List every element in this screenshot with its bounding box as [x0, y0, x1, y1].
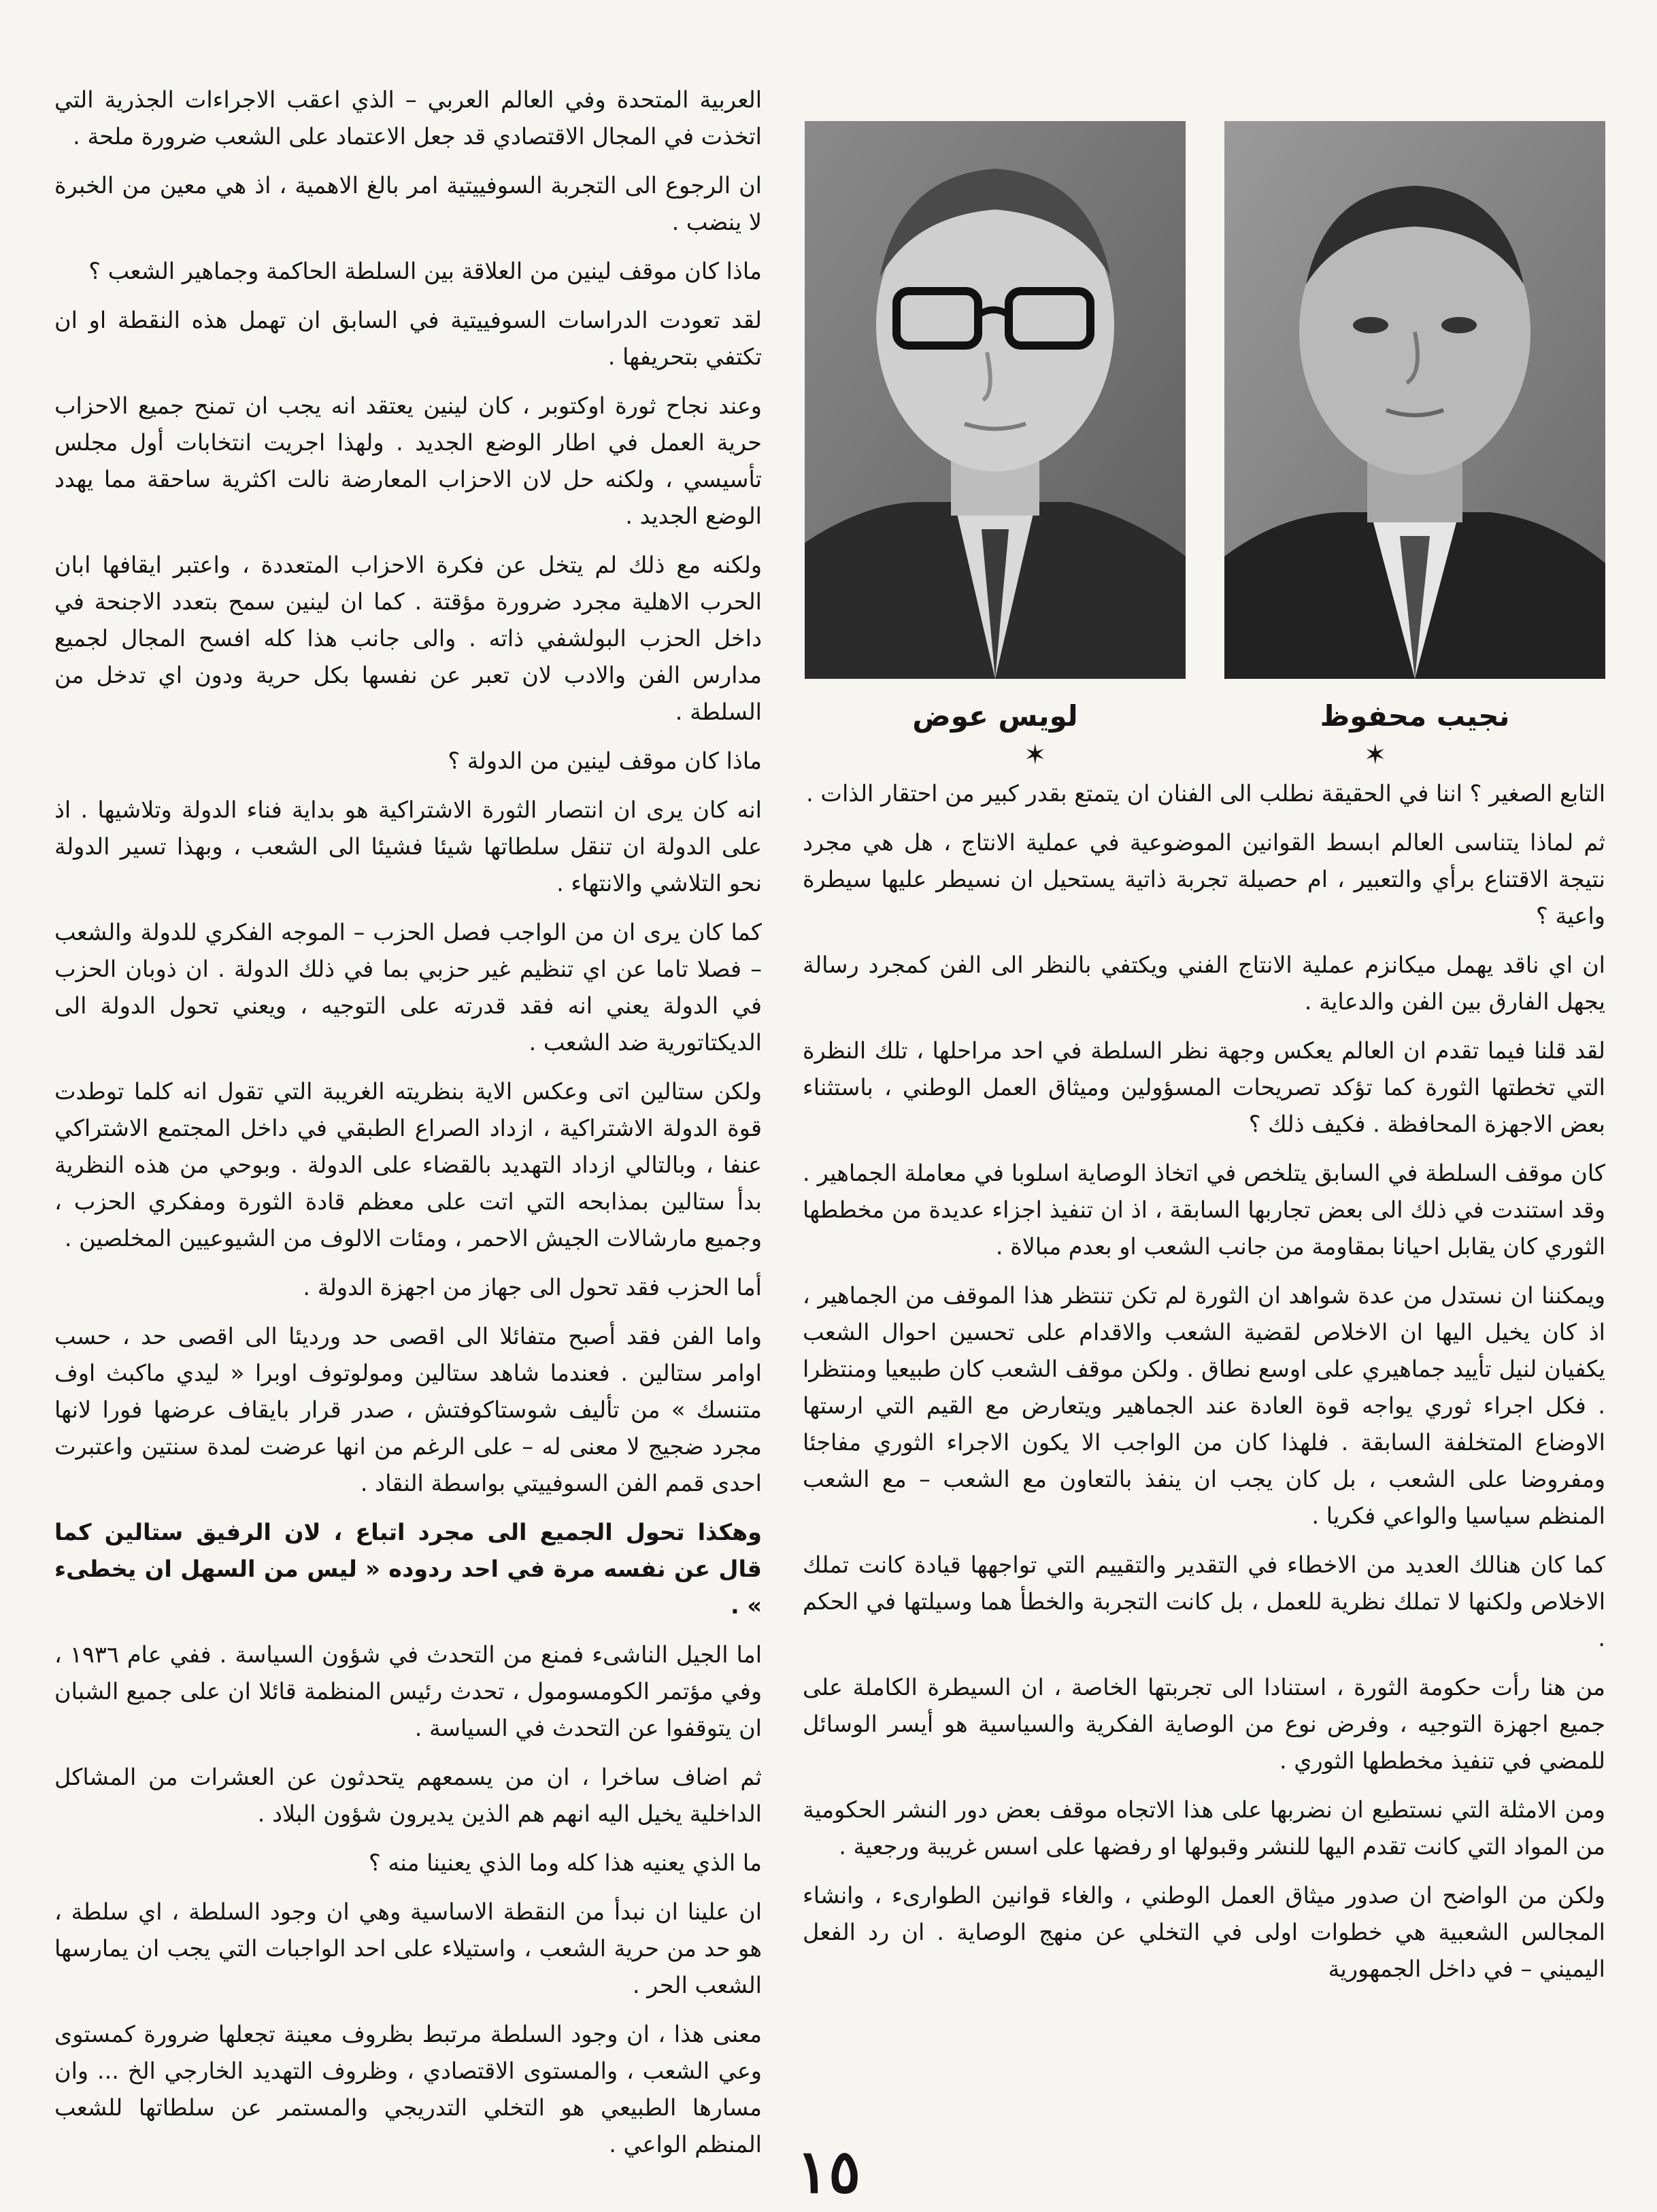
article-paragraph: ولكن ستالين اتى وعكس الاية بنظريته الغريبة التي تقول انه كلما توطدت قوة الدولة الاشتراكية ، ازداد الصراع الطبقي في داخل المجتمع الاشتراكي عنفا ، وبالتالي ازداد التهديد بالقضاء على الدولة . وبوحي من هذه النظرية بدأ ستالين بمذابحه التي اتت على معظم قادة الثورة ومفكري الحزب ، وجميع مارشالات الجيش الاحمر ، ومئات الالوف من الشيوعيين المخلصين . — [54, 1078, 762, 1252]
article-paragraph: معنى هذا ، ان وجود السلطة مرتبط بظروف معينة تجعلها ضرورة كمستوى وعي الشعب ، والمستوى الاقتصادي ، وظروف التهديد الخارجي الخ ... وان مسارها الطبيعي هو التخلي التدريجي والمستمر عن سلطاتها للشعب المنظم الواعي . — [54, 2021, 762, 2158]
caption-naguib-mahfouz: نجيب محفوظ — [1320, 699, 1510, 733]
article-paragraph: ثم اضاف ساخرا ، ان من يسمعهم يتحدثون عن العشرات من المشاكل الداخلية يخيل اليه انهم هم الذين يديرون شؤون البلاد . — [54, 1764, 762, 1827]
article-column-left — [54, 82, 762, 2175]
article-paragraph: ولكنه مع ذلك لم يتخل عن فكرة الاحزاب المتعددة ، واعتبر ايقافها ابان الحرب الاهلية مجرد ضرورة مؤقتة . كما ان لينين سمح بتعدد الاجنحة في داخل الحزب البولشفي ذاته . والى جانب هذا كله افسح المجال لجميع مدارس الفن والادب لان تعبر عن نفسها بكل حرية ودون اي تدخل من السلطة . — [54, 552, 762, 725]
caption-louis-awad: لويس عوض — [912, 699, 1078, 733]
article-paragraph: ان الرجوع الى التجربة السوفييتية امر بالغ الاهمية ، اذ هي معين من الخبرة لا ينضب . — [54, 172, 762, 235]
article-paragraph: أما الحزب فقد تحول الى جهاز من اجهزة الدولة . — [303, 1274, 762, 1301]
portrait-mahfouz-illustration — [1224, 121, 1605, 679]
article-paragraph: اما الجيل الناشىء فمنع من التحدث في شؤون السياسة . ففي عام ١٩٣٦ ، وفي مؤتمر الكومسومول ، تحدث رئيس المنظمة قائلا ان على جميع الشبان ان يتوقفوا عن التحدث في السياسة . — [54, 1641, 762, 1741]
article-paragraph: لقد تعودت الدراسات السوفييتية في السابق ان تهمل هذه النقطة او ان تكتفي بتحريفها . — [54, 307, 762, 370]
article-paragraph: العربية المتحدة وفي العالم العربي – الذي اعقب الاجراءات الجذرية التي اتخذت في المجال الاقتصادي قد جعل الاعتماد على الشعب ضرورة ملحة . — [54, 86, 762, 150]
article-paragraph: ماذا كان موقف لينين من العلاقة بين السلطة الحاكمة وجماهير الشعب ؟ — [88, 258, 762, 284]
portrait-naguib-mahfouz — [1224, 121, 1605, 679]
article-paragraph: ومن الامثلة التي نستطيع ان نضربها على هذا الاتجاه موقف بعض دور النشر الحكومية من المواد التي كانت تقدم اليها للنشر وقبولها او رفضها على اسس غريبة ورجعية . — [803, 1796, 1605, 1860]
separator-star-icon: ✶ — [1024, 739, 1047, 771]
article-paragraph: ان علينا ان نبدأ من النقطة الاساسية وهي ان وجود السلطة ، اي سلطة ، هو حد من حرية الشعب ، واستيلاء على احد الواجبات التي يجب ان يمارسها الشعب الحر . — [54, 1898, 762, 1998]
article-paragraph: كان موقف السلطة في السابق يتلخص في اتخاذ الوصاية اسلوبا في معاملة الجماهير . وقد استندت في ذلك الى بعض تجاربها السابقة ، اذ ان تنفيذ اجزاء عديدة من مخططها الثوري كان يقابل احيانا بمقاومة من جانب الشعب او بعدم مبالاة . — [803, 1160, 1605, 1260]
portrait-louis-awad — [805, 121, 1186, 679]
article-column-right — [803, 775, 1605, 2000]
article-paragraph: وهكذا تحول الجميع الى مجرد اتباع ، لان الرفيق ستالين كما قال عن نفسه مرة في احد ردوده « ليس من السهل ان يخطىء » . — [54, 1519, 762, 1619]
article-paragraph: التابع الصغير ؟ اننا في الحقيقة نطلب الى الفنان ان يتمتع بقدر كبير من احتقار الذات . — [806, 780, 1605, 807]
article-paragraph: من هنا رأت حكومة الثورة ، استنادا الى تجربتها الخاصة ، ان السيطرة الكاملة على جميع اجهزة التوجيه ، وفرض نوع من الوصاية الفكرية والسياسية هو أيسر الوسائل للمضي في تنفيذ مخططها الثوري . — [803, 1674, 1605, 1774]
article-paragraph: انه كان يرى ان انتصار الثورة الاشتراكية هو بداية فناء الدولة وتلاشيها . اذ على الدولة ان تنقل سلطاتها شيئا فشيئا الى الشعب ، وبهذا تسير الدولة نحو التلاشي والانتهاء . — [54, 797, 762, 896]
portrait-awad-illustration — [805, 121, 1186, 679]
article-paragraph: ثم لماذا يتناسى العالم ابسط القوانين الموضوعية في عملية الانتاج ، هل هي مجرد نتيجة الاقتناع برأي والتعبير ، ام حصيلة تجربة ذاتية يستحيل ان نسيطر عليها سيطرة واعية ؟ — [803, 829, 1605, 929]
article-paragraph: ماذا كان موقف لينين من الدولة ؟ — [448, 748, 762, 774]
separator-star-icon: ✶ — [1364, 739, 1387, 771]
article-paragraph: وعند نجاح ثورة اوكتوبر ، كان لينين يعتقد انه يجب ان تمنح جميع الاحزاب حرية العمل في اطار الوضع الجديد . ولهذا اجريت انتخابات أول مجلس تأسيسي ، ولكنه حل لان الاحزاب المعارضة نالت اكثرية ساحقة مما يهدد الوضع الجديد . — [54, 392, 762, 529]
article-paragraph: ولكن من الواضح ان صدور ميثاق العمل الوطني ، والغاء قوانين الطوارىء ، وانشاء المجالس الشعبية هي خطوات اولى في التخلي عن منهج الوصاية . ان رد الفعل اليميني – في داخل الجمهورية — [803, 1882, 1605, 1982]
article-paragraph: كما كان يرى ان من الواجب فصل الحزب – الموجه الفكري للدولة والشعب – فصلا تاما عن اي تنظيم غير حزبي بما في ذلك الدولة . ان ذوبان الحزب في الدولة يعني انه فقد قدرته على التوجيه ، ويعني تحول الدولة الى الديكتاتورية ضد الشعب . — [54, 919, 762, 1056]
article-paragraph: ان اي ناقد يهمل ميكانزم عملية الانتاج الفني ويكتفي بالنظر الى الفن كمجرد رسالة يجهل الفارق بين الفن والدعاية . — [803, 952, 1605, 1015]
article-paragraph: كما كان هنالك العديد من الاخطاء في التقدير والتقييم التي تواجهها قيادة كانت تملك الاخلاص ولكنها لا تملك نظرية للعمل ، بل كانت التجربة والخطأ هما وسيلتها في الحكم . — [803, 1552, 1605, 1652]
page-number: ١٥ — [796, 2136, 861, 2207]
article-paragraph: ويمكننا ان نستدل من عدة شواهد ان الثورة لم تكن تنتظر هذا الموقف من الجماهير ، اذ كان يخيل اليها ان الاخلاص لقضية الشعب والاقدام على تحسين احوال الشعب يكفيان لنيل تأييد جماهيري على اوسع نطاق . ولكن موقف الشعب كان طبيعيا ومنتظرا . فكل اجراء ثوري يواجه قوة العادة عند الجماهير ويتعارض مع القيم التي ارستها الاوضاع المتخلفة السابقة . فلهذا كان من الواجب الا يكون الاجراء الثوري مفاجئا ومفروضا على الشعب ، بل كان يجب ان ينفذ بالتعاون مع الشعب – مع الشعب المنظم سياسيا والواعي فكريا . — [803, 1282, 1605, 1529]
article-paragraph: ما الذي يعنيه هذا كله وما الذي يعنينا منه ؟ — [369, 1849, 762, 1876]
article-paragraph: لقد قلنا فيما تقدم ان العالم يعكس وجهة نظر السلطة في احد مراحلها ، تلك النظرة التي تخطتها الثورة كما تؤكد تصريحات المسؤولين وميثاق العمل الوطني ، باستثناء بعض الاجهزة المحافظة . فكيف ذلك ؟ — [803, 1037, 1605, 1137]
article-paragraph: واما الفن فقد أصبح متفائلا الى اقصى حد ورديئا الى اقصى حد ، حسب اوامر ستالين . فعندما شاهد ستالين ومولوتوف اوبرا « ليدي ماكبث اوف متنسك » من تأليف شوستاكوفتش ، صدر قرار بايقاف عرضها فورا لانها مجرد ضجيج لا معنى له – على الرغم من انها عرضت لمدة سنتين واعتبرت احدى قمم الفن السوفييتي بواسطة النقاد . — [54, 1323, 762, 1496]
